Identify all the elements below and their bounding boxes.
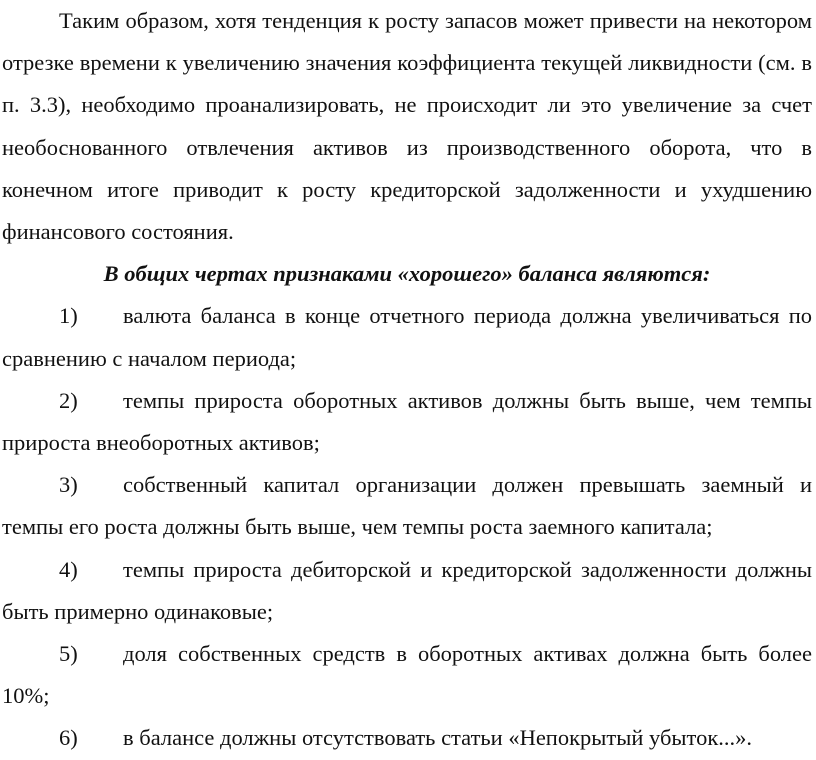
- list-item-text: валюта баланса в конце отчетного периода должна увеличиваться по сравнению с началом периода;: [2, 303, 812, 371]
- section-heading: В общих чертах признаками «хорошего» баланса являются:: [103, 261, 711, 287]
- list-item-number: 2): [59, 387, 78, 413]
- list-item-text: доля собственных средств в оборотных активах должна быть более 10%;: [2, 641, 812, 709]
- list-item-text: в балансе должны отсутствовать статьи «Непокрытый убыток...».: [123, 725, 753, 751]
- list-item-text: темпы прироста оборотных активов должны быть выше, чем темпы прироста внеоборотных активов;: [2, 387, 812, 456]
- list-item-text: собственный капитал организации должен превышать заемный и темпы его роста должны быть выше, чем темпы роста заемного капитала;: [2, 472, 812, 540]
- list-item: [2, 717, 812, 759]
- list-item-number: 4): [59, 556, 78, 582]
- list-item-number: 5): [59, 641, 78, 667]
- list-item-text: темпы прироста дебиторской и кредиторской задолженности должны быть примерно одинаковые;: [2, 556, 812, 624]
- list-item: [2, 380, 812, 464]
- list-item: [2, 633, 812, 717]
- list-item: [2, 549, 812, 633]
- list-item: [2, 295, 812, 379]
- list-item-number: 1): [59, 303, 78, 329]
- list-item-number: 3): [59, 472, 78, 498]
- list-item: [2, 464, 812, 548]
- list-item-number: 6): [59, 725, 78, 751]
- intro-paragraph: Таким образом, хотя тенденция к росту запасов может привести на некотором отрезке времени к увеличению значения коэффициента текущей ликвидности (см. в п. 3.3), необходимо проанализировать, не происходит ли это увеличение за счет необоснованного отвлечения активов из производственного оборота, что в конечном итоге приводит к росту кредиторской задолженности и ухудшению финансового состояния.: [2, 8, 812, 245]
